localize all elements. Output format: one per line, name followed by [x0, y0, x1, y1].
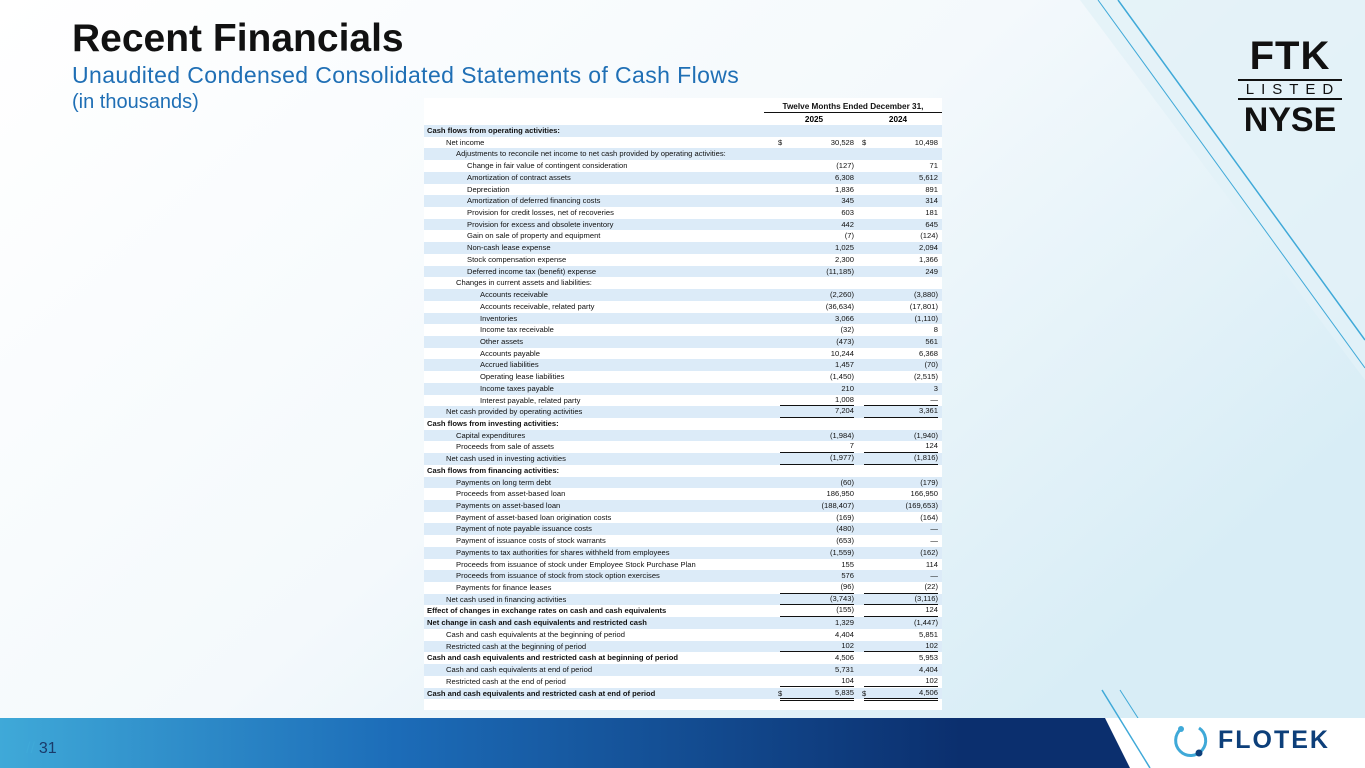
nyse-label: NYSE	[1243, 101, 1337, 139]
value-2024: 249	[925, 266, 938, 276]
value-2025: 442	[841, 219, 854, 229]
flotek-ring-icon	[1172, 720, 1210, 760]
statement-row	[424, 371, 942, 383]
statement-row	[424, 359, 942, 371]
row-label: Restricted cash at the end of period	[446, 676, 566, 686]
value-2025: 5,835	[780, 688, 854, 701]
row-label: Cash flows from financing activities:	[427, 465, 560, 475]
statement-row	[424, 641, 942, 653]
row-label: Amortization of deferred financing costs	[467, 196, 601, 206]
value-2025: 1,008	[780, 395, 854, 407]
page-number: // 31	[26, 740, 57, 757]
value-2025: (32)	[840, 325, 854, 335]
row-label: Accounts receivable	[480, 290, 548, 300]
statement-row	[424, 500, 942, 512]
statement-row	[424, 313, 942, 325]
value-2025: 4,506	[834, 653, 854, 663]
value-2025: (1,984)	[829, 430, 854, 440]
value-2025: (36,634)	[825, 301, 854, 311]
value-2024: (3,116)	[864, 594, 938, 606]
row-label: Payments on asset-based loan	[456, 501, 561, 510]
statement-row	[424, 617, 942, 629]
value-2025: (480)	[836, 524, 854, 534]
statement-row	[424, 348, 942, 360]
page-subtitle: Unaudited Condensed Consolidated Statements of Cash Flows	[72, 62, 740, 88]
statement-row	[424, 137, 942, 149]
value-2025: 1,025	[834, 243, 854, 253]
statement-row	[424, 535, 942, 547]
value-2025: 7,204	[780, 406, 854, 418]
flotek-logo	[1172, 718, 1330, 762]
year-2025-header: 2025	[774, 115, 854, 126]
value-2024: 10,498	[914, 137, 938, 147]
value-2025: 186,950	[826, 489, 854, 499]
value-2024: 5,953	[918, 653, 938, 663]
value-2025: 1,329	[834, 618, 854, 628]
row-label: Change in fair value of contingent consideration	[467, 161, 628, 171]
row-label: Operating lease liabilities	[480, 372, 565, 382]
statement-row	[424, 336, 942, 348]
statement-row	[424, 582, 942, 594]
page-title: Recent Financials	[72, 17, 404, 60]
value-2024: 561	[925, 336, 938, 346]
row-label: Proceeds from issuance of stock under Employee Stock Purchase Plan	[456, 559, 696, 569]
value-2024: 124	[864, 441, 938, 453]
row-label: Provision for credit losses, net of recoveries	[467, 208, 614, 218]
row-label: Cash flows from investing activities:	[427, 418, 559, 428]
statement-row	[424, 676, 942, 688]
value-2025: (473)	[836, 336, 854, 346]
statement-row	[424, 629, 942, 641]
cash-flow-statement	[424, 98, 942, 710]
statement-row	[424, 477, 942, 489]
row-label: Net cash used in investing activities	[446, 454, 566, 464]
statement-row	[424, 559, 942, 571]
value-2024: 2,094	[918, 243, 938, 253]
row-label: Income taxes payable	[480, 383, 554, 393]
value-2025: 5,731	[834, 665, 854, 675]
row-label: Payment of asset-based loan origination costs	[456, 512, 612, 522]
value-2024: (124)	[920, 231, 938, 241]
row-label: Payment of note payable issuance costs	[456, 524, 592, 534]
row-label: Stock compensation expense	[467, 254, 567, 264]
row-label: Inventories	[480, 313, 518, 323]
value-2024: 6,368	[918, 348, 938, 358]
value-2024: 645	[925, 219, 938, 229]
statement-row	[424, 383, 942, 395]
dollar-sign: $	[862, 137, 867, 147]
year-2024-header: 2024	[858, 115, 938, 126]
value-2025: (1,559)	[829, 547, 854, 557]
value-2024: (1,816)	[864, 453, 938, 465]
row-label: Payments on long term debt	[456, 477, 551, 487]
row-label: Proceeds from sale of assets	[456, 442, 554, 452]
value-2024: 3,361	[864, 406, 938, 418]
value-2025: 603	[841, 208, 854, 218]
value-2025: (96)	[780, 582, 854, 594]
value-2025: (653)	[836, 536, 854, 546]
value-2024: 71	[929, 161, 938, 171]
statement-row	[424, 266, 942, 278]
listed-label: LISTED	[1238, 79, 1342, 100]
statement-row	[424, 512, 942, 524]
value-2024: —	[930, 571, 938, 581]
row-label: Net cash used in financing activities	[446, 594, 567, 604]
value-2024: (22)	[864, 582, 938, 594]
value-2025: (7)	[844, 231, 854, 241]
value-2025: (60)	[840, 477, 854, 487]
ftk-ticker: FTK	[1249, 34, 1331, 78]
row-label: Non-cash lease expense	[467, 243, 551, 253]
value-2024: 114	[925, 559, 938, 569]
statement-row	[424, 301, 942, 313]
statement-rows	[424, 125, 942, 699]
statement-row	[424, 160, 942, 172]
value-2024: (1,110)	[914, 313, 938, 323]
statement-row	[424, 277, 942, 289]
statement-row	[424, 547, 942, 559]
row-label: Capital expenditures	[456, 430, 526, 440]
row-label: Provision for excess and obsolete inventory	[467, 219, 614, 229]
row-label: Payment of issuance costs of stock warrants	[456, 536, 606, 546]
value-2024: 4,506	[864, 688, 938, 701]
value-2025: 2,300	[834, 254, 854, 264]
value-2024: 102	[864, 641, 938, 653]
value-2025: 102	[780, 641, 854, 653]
nyse-listed-logo	[1238, 36, 1342, 138]
statement-row	[424, 688, 942, 700]
statement-row	[424, 605, 942, 617]
statement-row	[424, 125, 942, 137]
value-2024: 4,404	[918, 665, 938, 675]
value-2024: 166,950	[910, 489, 938, 499]
value-2025: (2,260)	[829, 290, 854, 300]
row-label: Net income	[446, 137, 485, 147]
value-2024: 124	[864, 605, 938, 617]
value-2025: 155	[841, 559, 854, 569]
value-2025: (3,743)	[780, 594, 854, 606]
statement-row	[424, 453, 942, 465]
statement-row	[424, 324, 942, 336]
statement-row	[424, 289, 942, 301]
value-2024: 1,366	[918, 254, 938, 264]
row-label: Deferred income tax (benefit) expense	[467, 266, 597, 276]
row-label: Cash and cash equivalents at the beginning of period	[446, 629, 626, 639]
value-2024: 8	[933, 325, 938, 335]
value-2024: 891	[925, 184, 938, 194]
value-2024: (169,653)	[905, 501, 938, 510]
statement-row	[424, 395, 942, 407]
value-2025: 6,308	[834, 172, 854, 182]
row-label: Cash and cash equivalents at end of period	[446, 665, 593, 675]
statement-row	[424, 230, 942, 242]
value-2024: —	[930, 524, 938, 534]
value-2024: (1,447)	[913, 618, 938, 628]
value-2024: (2,515)	[913, 372, 938, 382]
dollar-sign: $	[778, 688, 783, 698]
row-label: Amortization of contract assets	[467, 172, 571, 182]
value-2025: 104	[780, 676, 854, 688]
statement-row	[424, 172, 942, 184]
value-2025: 10,244	[830, 348, 854, 358]
dollar-sign: $	[778, 137, 783, 147]
statement-row	[424, 465, 942, 477]
statement-row	[424, 406, 942, 418]
value-2024: 5,612	[918, 172, 938, 182]
value-2024: (70)	[924, 360, 938, 370]
value-2025: (169)	[836, 512, 854, 522]
dollar-sign: $	[862, 688, 867, 698]
statement-row	[424, 570, 942, 582]
value-2025: 345	[841, 196, 854, 206]
value-2025: 1,457	[834, 360, 854, 370]
statement-row	[424, 219, 942, 231]
value-2025: (1,450)	[829, 372, 854, 382]
value-2024: (179)	[920, 477, 938, 487]
row-label: Depreciation	[467, 184, 510, 194]
value-2025: 4,404	[834, 629, 854, 639]
value-2024: (17,801)	[909, 301, 938, 311]
value-2025: (188,407)	[821, 501, 854, 510]
statement-row	[424, 441, 942, 453]
value-2025: 210	[841, 383, 854, 393]
statement-row	[424, 207, 942, 219]
statement-row	[424, 184, 942, 196]
statement-row	[424, 652, 942, 664]
footer-band	[0, 718, 1365, 768]
row-label: Gain on sale of property and equipment	[467, 231, 601, 241]
value-2025: 7	[780, 441, 854, 453]
row-label: Interest payable, related party	[480, 395, 581, 405]
row-label: Income tax receivable	[480, 325, 554, 335]
value-2025: 30,528	[830, 137, 854, 147]
value-2024: 181	[925, 208, 938, 218]
value-2025: 576	[841, 571, 854, 581]
row-label: Cash flows from operating activities:	[427, 126, 560, 135]
value-2024: 5,851	[918, 629, 938, 639]
units-note: (in thousands)	[72, 91, 199, 113]
statement-row	[424, 664, 942, 676]
row-label: Changes in current assets and liabilities:	[456, 278, 592, 288]
row-label: Adjustments to reconcile net income to net cash provided by operating activities:	[456, 149, 726, 159]
value-2024: (164)	[920, 512, 938, 522]
period-header: Twelve Months Ended December 31,	[764, 102, 942, 113]
row-label: Accrued liabilities	[480, 360, 539, 370]
row-label: Cash and cash equivalents and restricted cash at beginning of period	[427, 653, 679, 663]
value-2025: 3,066	[834, 313, 854, 323]
statement-row	[424, 418, 942, 430]
value-2024: (162)	[920, 547, 938, 557]
value-2024: —	[864, 395, 938, 407]
value-2024: (3,880)	[913, 290, 938, 300]
row-label: Proceeds from asset-based loan	[456, 489, 566, 499]
row-label: Net cash provided by operating activities	[446, 407, 583, 417]
value-2025: (1,977)	[780, 453, 854, 465]
value-2024: 102	[864, 676, 938, 688]
statement-row	[424, 195, 942, 207]
statement-row	[424, 254, 942, 266]
flotek-wordmark: FLOTEK	[1218, 725, 1330, 754]
value-2025: (155)	[780, 605, 854, 617]
value-2024: 314	[925, 196, 938, 206]
row-label: Effect of changes in exchange rates on cash and cash equivalents	[427, 606, 667, 616]
value-2024: 3	[933, 383, 938, 393]
statement-row	[424, 242, 942, 254]
statement-row	[424, 523, 942, 535]
row-label: Payments for finance leases	[456, 583, 552, 593]
statement-row	[424, 488, 942, 500]
statement-row	[424, 430, 942, 442]
row-label: Restricted cash at the beginning of period	[446, 641, 587, 651]
value-2025: (11,185)	[826, 266, 854, 276]
value-2024: —	[930, 536, 938, 546]
value-2025: 1,836	[834, 184, 854, 194]
row-label: Proceeds from issuance of stock from stock option exercises	[456, 571, 660, 581]
row-label: Accounts payable	[480, 348, 540, 358]
row-label: Net change in cash and cash equivalents and restricted cash	[427, 618, 647, 628]
value-2025: (127)	[836, 161, 854, 171]
row-label: Accounts receivable, related party	[480, 301, 595, 311]
statement-row	[424, 148, 942, 160]
statement-row	[424, 594, 942, 606]
row-label: Payments to tax authorities for shares withheld from employees	[456, 547, 670, 557]
value-2024: (1,940)	[913, 430, 938, 440]
row-label: Cash and cash equivalents and restricted cash at end of period	[427, 688, 656, 698]
row-label: Other assets	[480, 336, 524, 346]
